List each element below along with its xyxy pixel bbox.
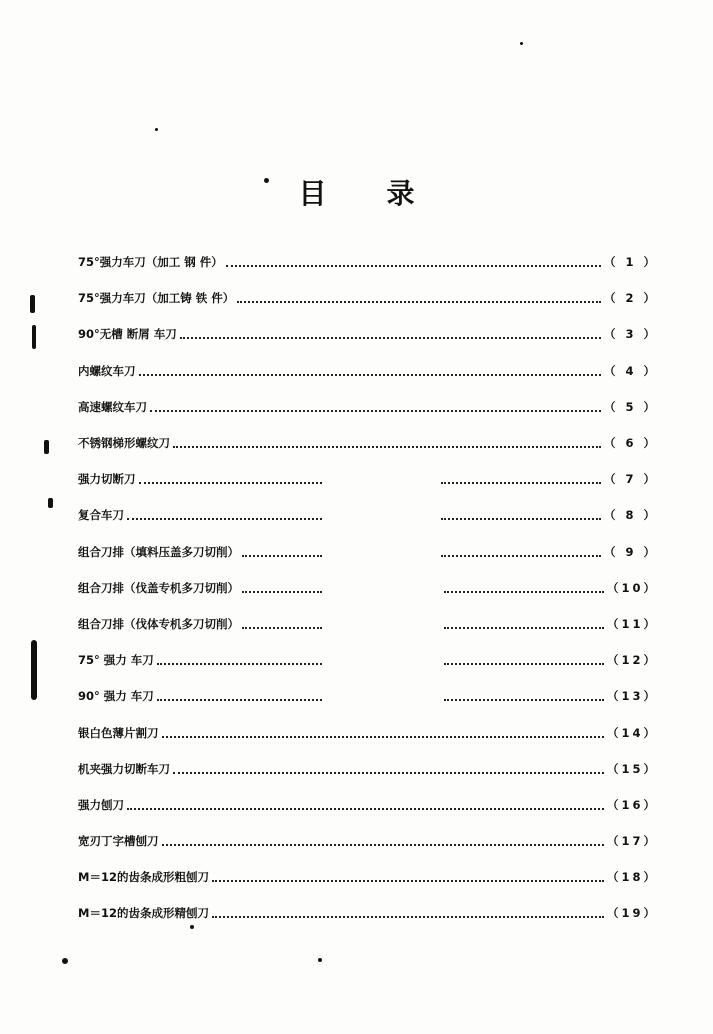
dot-leader (150, 410, 601, 412)
toc-page-number: （ 5 ） (603, 399, 658, 414)
toc-entry (78, 714, 658, 750)
scan-speck (44, 440, 49, 454)
dot-leader (444, 627, 604, 629)
dot-leader (444, 699, 604, 701)
toc-page-number: （ 6 ） (603, 436, 658, 451)
toc-entry (78, 316, 658, 352)
dot-leader (242, 555, 322, 557)
toc-entry (78, 642, 658, 678)
toc-entry (78, 678, 658, 714)
dot-leader (157, 699, 322, 701)
dot-leader (444, 663, 604, 665)
toc-entry (78, 497, 658, 533)
toc-page-number: （14） (606, 725, 658, 740)
toc-entry-title: 组合刀排（伐体专机多刀切削） (78, 616, 239, 631)
toc-page-number: （ 8 ） (603, 508, 658, 523)
toc-page-number: （ 9 ） (603, 544, 658, 559)
scan-speck (190, 925, 194, 929)
page-title (0, 172, 713, 212)
dot-leader (139, 482, 322, 484)
toc-entry-title: 银白色薄片割刀 (78, 725, 159, 740)
dot-leader (444, 591, 604, 593)
toc-page-number: （11） (606, 616, 658, 631)
scan-speck (520, 42, 523, 45)
toc-entry-title: 90° 强力 车刀 (78, 689, 154, 704)
dot-leader (212, 880, 604, 882)
toc-entry-title: 组合刀排（填料压盖多刀切削） (78, 544, 239, 559)
scan-speck (32, 325, 36, 349)
dot-leader (139, 374, 601, 376)
dot-leader (162, 736, 604, 738)
scan-speck (31, 640, 37, 700)
toc-page-number: （10） (606, 580, 658, 595)
toc-page-number: （13） (606, 689, 658, 704)
toc-entry (78, 751, 658, 787)
toc-entry (78, 389, 658, 425)
dot-leader (441, 482, 601, 484)
toc-entry-title: 75°强力车刀（加工铸 铁 件） (78, 291, 235, 306)
dot-leader (441, 518, 601, 520)
toc-page-number: （18） (606, 870, 658, 885)
dot-leader (242, 591, 322, 593)
toc-entry (78, 353, 658, 389)
toc-page-number: （ 1 ） (603, 255, 658, 270)
scan-speck (264, 178, 269, 183)
toc-entry (78, 244, 658, 280)
toc-entry-title: M＝12的齿条成形粗刨刀 (78, 870, 209, 885)
scan-speck (318, 958, 322, 962)
toc-entry-title: M＝12的齿条成形精刨刀 (78, 906, 209, 921)
scan-speck (30, 295, 35, 313)
toc-entry-title: 强力刨刀 (78, 797, 124, 812)
dot-leader (441, 555, 601, 557)
dot-leader (127, 518, 322, 520)
toc-page-number: （ 4 ） (603, 363, 658, 378)
dot-leader (157, 663, 322, 665)
dot-leader (242, 627, 322, 629)
title-char-2: 录 (386, 177, 415, 210)
toc-page-number: （15） (606, 761, 658, 776)
toc-page-number: （ 2 ） (603, 291, 658, 306)
toc-entry (78, 823, 658, 859)
toc-entry-title: 75°强力车刀（加工 钢 件） (78, 255, 223, 270)
toc-entry (78, 859, 658, 895)
toc-entry (78, 895, 658, 931)
toc-entry (78, 461, 658, 497)
dot-leader (212, 916, 604, 918)
toc-entry-title: 机夹强力切断车刀 (78, 761, 170, 776)
title-char-1: 目 (298, 177, 327, 210)
dot-leader (162, 844, 604, 846)
dot-leader (226, 265, 601, 267)
toc-page-number: （16） (606, 797, 658, 812)
toc-page-number: （19） (606, 906, 658, 921)
toc-entry-title: 不锈钢梯形螺纹刀 (78, 436, 170, 451)
toc-entry-title: 宽刃丁字槽刨刀 (78, 834, 159, 849)
dot-leader (173, 772, 604, 774)
scan-speck (155, 128, 158, 131)
scan-speck (62, 958, 68, 964)
toc-entry (78, 534, 658, 570)
dot-leader (180, 337, 601, 339)
toc-page-number: （ 3 ） (603, 327, 658, 342)
table-of-contents (78, 244, 658, 932)
dot-leader (237, 301, 601, 303)
toc-entry-title: 内螺纹车刀 (78, 363, 136, 378)
dot-leader (127, 808, 604, 810)
toc-entry-title: 75° 强力 车刀 (78, 653, 154, 668)
toc-entry-title: 复合车刀 (78, 508, 124, 523)
toc-page-number: （12） (606, 653, 658, 668)
toc-entry (78, 570, 658, 606)
toc-entry (78, 787, 658, 823)
dot-leader (173, 446, 601, 448)
toc-entry-title: 强力切断刀 (78, 472, 136, 487)
toc-entry-title: 90°无槽 断屑 车刀 (78, 327, 177, 342)
toc-entry (78, 425, 658, 461)
toc-entry (78, 606, 658, 642)
scan-speck (48, 498, 53, 508)
toc-page-number: （17） (606, 834, 658, 849)
toc-entry (78, 280, 658, 316)
toc-page-number: （ 7 ） (603, 472, 658, 487)
toc-entry-title: 组合刀排（伐盖专机多刀切削） (78, 580, 239, 595)
toc-entry-title: 高速螺纹车刀 (78, 399, 147, 414)
